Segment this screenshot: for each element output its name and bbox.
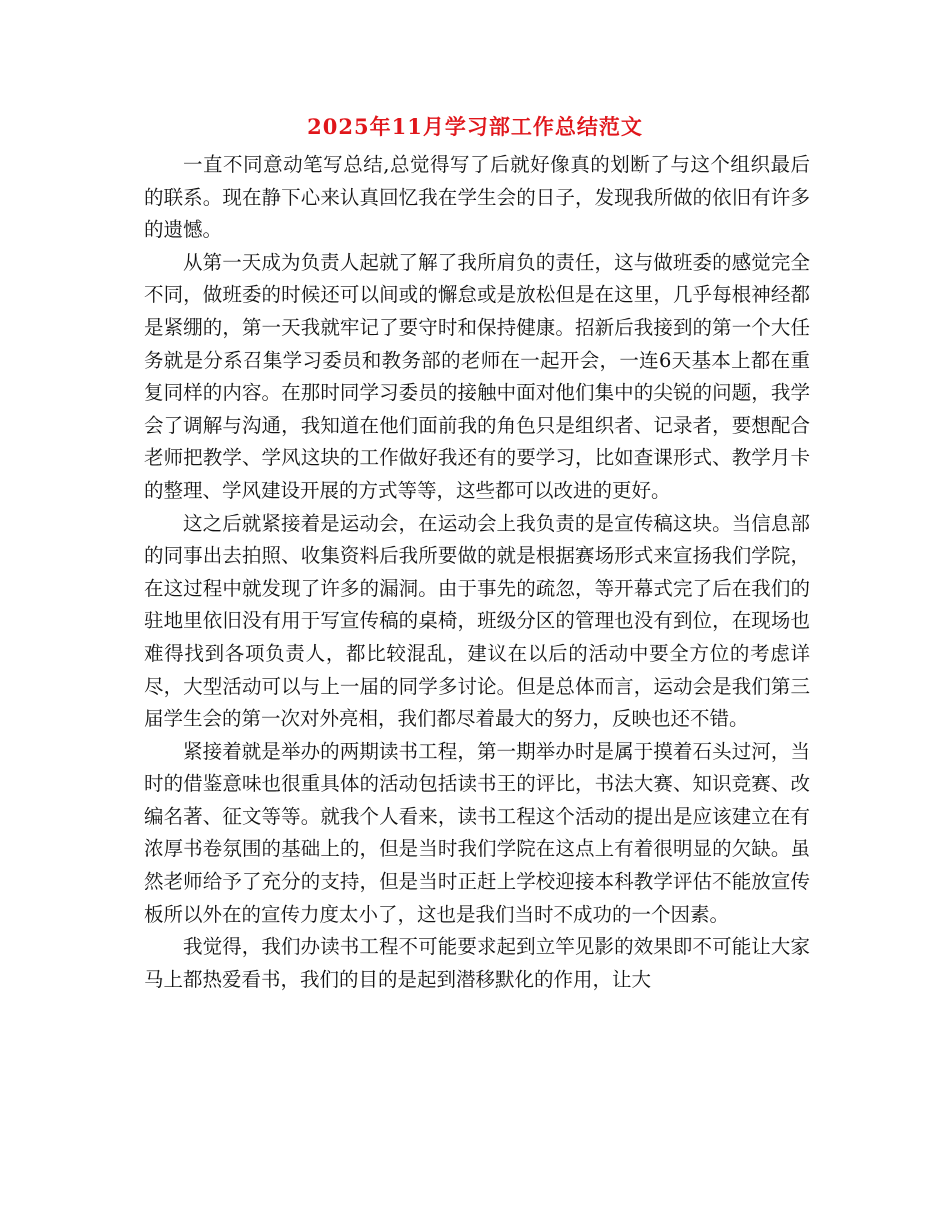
paragraph: 一直不同意动笔写总结,总觉得写了后就好像真的划断了与这个组织最后的联系。现在静下心来认真回忆我在学生会的日子，发现我所做的依旧有许多的遗憾。: [144, 153, 810, 242]
paragraph: 我觉得，我们办读书工程不可能要求起到立竿见影的效果即不可能让大家马上都热爱看书，我们的目的是起到潜移默化的作用，让大: [144, 935, 810, 991]
paragraph: 这之后就紧接着是运动会，在运动会上我负责的是宣传稿这块。当信息部的同事出去拍照、收集资料后我所要做的就是根据赛场形式来宣扬我们学院，在这过程中就发现了许多的漏洞。由于事先的疏忽，等开幕式完了后在我们的驻地里依旧没有用于写宣传稿的桌椅，班级分区的管理也没有到位，在现场也难得找到各项负责人，都比较混乱，建议在以后的活动中要全方位的考虑详尽，大型活动可以与上一届的同学多讨论。但是总体而言，运动会是我们第三届学生会的第一次对外亮相，我们都尽着最大的努力，反映也还不错。: [144, 511, 810, 731]
document-title: 2025年11月学习部工作总结范文: [307, 114, 643, 139]
paragraph: 从第一天成为负责人起就了解了我所肩负的责任，这与做班委的感觉完全不同，做班委的时候还可以间或的懈怠或是放松但是在这里，几乎每根神经都是紧绷的，第一天我就牢记了要守时和保持健康。招新后我接到的第一个大任务就是分系召集学习委员和教务部的老师在一起开会，一连6天基本上都在重复同样的内容。在那时同学习委员的接触中面对他们集中的尖锐的问题，我学会了调解与沟通，我知道在他们面前我的角色只是组织者、记录者，要想配合老师把教学、学风这块的工作做好我还有的要学习，比如查课形式、教学月卡的整理、学风建设开展的方式等等，这些都可以改进的更好。: [144, 250, 810, 502]
paragraph: 紧接着就是举办的两期读书工程，第一期举办时是属于摸着石头过河，当时的借鉴意味也很重具体的活动包括读书王的评比，书法大赛、知识竞赛、改编名著、征文等等。就我个人看来，读书工程这个活动的提出是应该建立在有浓厚书卷氛围的基础上的，但是当时我们学院在这点上有着很明显的欠缺。虽然老师给予了充分的支持，但是当时正赶上学校迎接本科教学评估不能放宣传板所以外在的宣传力度太小了，这也是我们当时不成功的一个因素。: [144, 739, 810, 926]
document-body: [144, 149, 810, 996]
